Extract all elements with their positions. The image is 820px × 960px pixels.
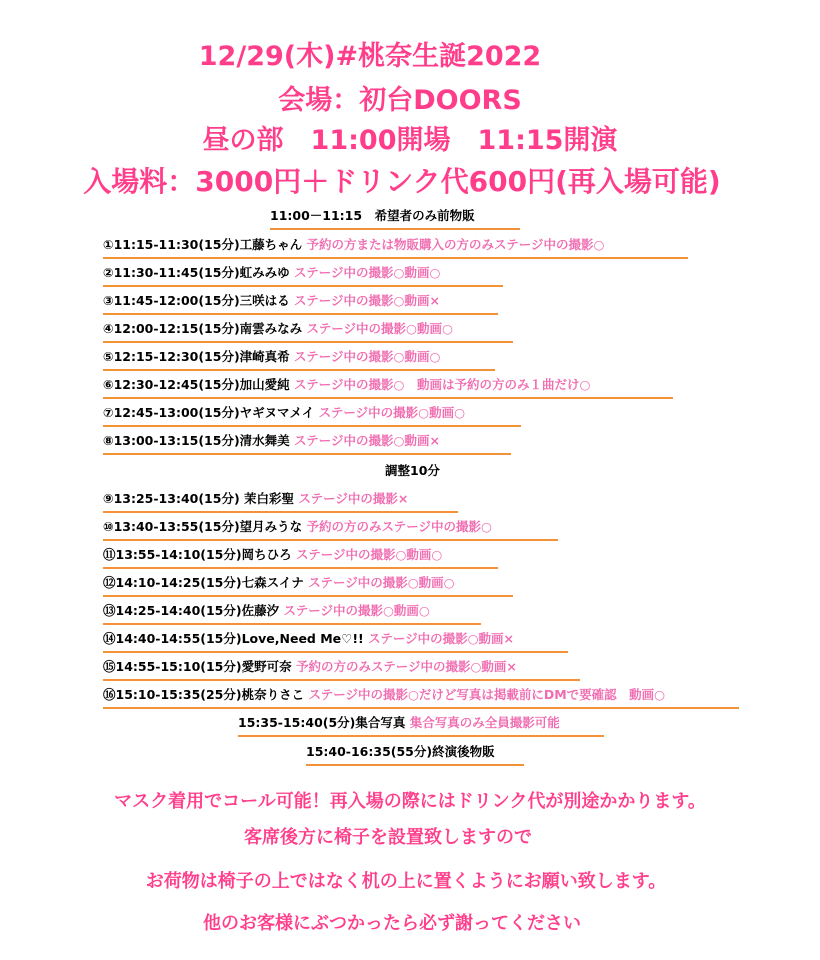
slot-note: ステージ中の撮影○だけど写真は掲載前にDMで要確認 動画○ bbox=[308, 687, 666, 702]
slot-note: ステージ中の撮影○動画○ bbox=[295, 547, 443, 562]
admission-fee: 入場料：3000円＋ドリンク代600円(再入場可能) bbox=[83, 165, 721, 198]
group-photo-note: 集合写真のみ全員撮影可能 bbox=[409, 715, 560, 730]
session-times: 昼の部 11:00開場 11:15開演 bbox=[202, 125, 618, 156]
slot-note: 予約の方のみステージ中の撮影○動画× bbox=[295, 659, 517, 674]
schedule-row bbox=[103, 574, 513, 597]
presale-text: 11:00－11:15 希望者のみ前物販 bbox=[270, 208, 475, 223]
slot-time: ⑯15:10-15:35(25分)桃奈りさこ bbox=[103, 687, 305, 702]
schedule-row bbox=[103, 376, 673, 399]
group-photo-row bbox=[238, 714, 604, 737]
slot-note: 予約の方のみステージ中の撮影○ bbox=[306, 519, 492, 534]
schedule-row bbox=[103, 546, 498, 569]
slot-time: ④12:00-12:15(15分)南雲みなみ bbox=[103, 321, 303, 336]
note-apologize: 他のお客様にぶつかったら必ず謝ってください bbox=[203, 913, 581, 934]
slot-time: ⑧13:00-13:15(15分)清水舞美 bbox=[103, 433, 290, 448]
slot-note: ステージ中の撮影○動画○ bbox=[294, 265, 441, 280]
schedule-row bbox=[103, 432, 511, 455]
event-title: 12/29(木)#桃奈生誕2022 bbox=[198, 41, 542, 72]
slot-time: ⑩13:40-13:55(15分)望月みうな bbox=[103, 519, 303, 534]
slot-note: ステージ中の撮影○動画○ bbox=[283, 603, 430, 618]
slot-note: ステージ中の撮影○動画○ bbox=[294, 349, 441, 364]
slot-note: ステージ中の撮影○動画× bbox=[368, 631, 515, 646]
note-luggage: お荷物は椅子の上ではなく机の上に置くようにお願い致します。 bbox=[145, 871, 667, 892]
venue: 会場：初台DOORS bbox=[278, 85, 522, 116]
schedule-row bbox=[103, 264, 503, 287]
slot-note: ステージ中の撮影○動画○ bbox=[308, 575, 455, 590]
schedule-row bbox=[103, 602, 481, 625]
note-call: マスク着用でコール可能！再入場の際にはドリンク代が別途かかります。 bbox=[114, 791, 706, 812]
schedule-row bbox=[103, 630, 568, 653]
slot-time: ③11:45-12:00(15分)三咲はる bbox=[103, 293, 290, 308]
slot-time: ⑪13:55-14:10(15分)岡ちひろ bbox=[103, 547, 292, 562]
closing-sale-row bbox=[306, 743, 524, 766]
schedule-row bbox=[103, 320, 513, 343]
slot-note: ステージ中の撮影× bbox=[298, 491, 409, 506]
break-label: 調整10分 bbox=[385, 463, 440, 478]
slot-note: 予約の方または物販購入の方のみステージ中の撮影○ bbox=[306, 237, 605, 252]
schedule-row bbox=[103, 686, 739, 709]
schedule-row bbox=[103, 658, 580, 681]
slot-time: ⑫14:10-14:25(15分)七森スイナ bbox=[103, 575, 304, 590]
group-photo-time: 15:35-15:40(5分)集合写真 bbox=[238, 715, 406, 730]
slot-time: ⑥12:30-12:45(15分)加山愛純 bbox=[103, 377, 290, 392]
schedule-row bbox=[103, 348, 495, 371]
slot-time: ⑦12:45-13:00(15分)ヤギヌマメイ bbox=[103, 405, 315, 420]
slot-note: ステージ中の撮影○動画○ bbox=[318, 405, 465, 420]
slot-note: ステージ中の撮影○動画× bbox=[294, 293, 440, 308]
closing-sale-text: 15:40-16:35(55分)終演後物販 bbox=[306, 744, 495, 759]
slot-time: ⑭14:40-14:55(15分)Love,Need Me♡!! bbox=[103, 631, 364, 646]
presale-row bbox=[270, 207, 520, 230]
slot-time: ⑤12:15-12:30(15分)津崎真希 bbox=[103, 349, 290, 364]
schedule-row bbox=[103, 490, 458, 513]
slot-note: ステージ中の撮影○動画× bbox=[294, 433, 440, 448]
schedule-row bbox=[103, 236, 688, 259]
slot-note: ステージ中の撮影○動画○ bbox=[306, 321, 453, 336]
slot-time: ⑮14:55-15:10(15分)愛野可奈 bbox=[103, 659, 292, 674]
slot-note: ステージ中の撮影○ 動画は予約の方のみ１曲だけ○ bbox=[294, 377, 591, 392]
schedule-row bbox=[103, 518, 558, 541]
slot-time: ⑬14:25-14:40(15分)佐藤汐 bbox=[103, 603, 280, 618]
schedule-row bbox=[103, 292, 498, 315]
slot-time: ②11:30-11:45(15分)虹みみゆ bbox=[103, 265, 290, 280]
note-chairs: 客席後方に椅子を設置致しますので bbox=[244, 827, 532, 848]
schedule-row bbox=[103, 404, 521, 427]
slot-time: ①11:15-11:30(15分)工藤ちゃん bbox=[103, 237, 303, 252]
slot-time: ⑨13:25-13:40(15分) 茉白彩聖 bbox=[103, 491, 295, 506]
